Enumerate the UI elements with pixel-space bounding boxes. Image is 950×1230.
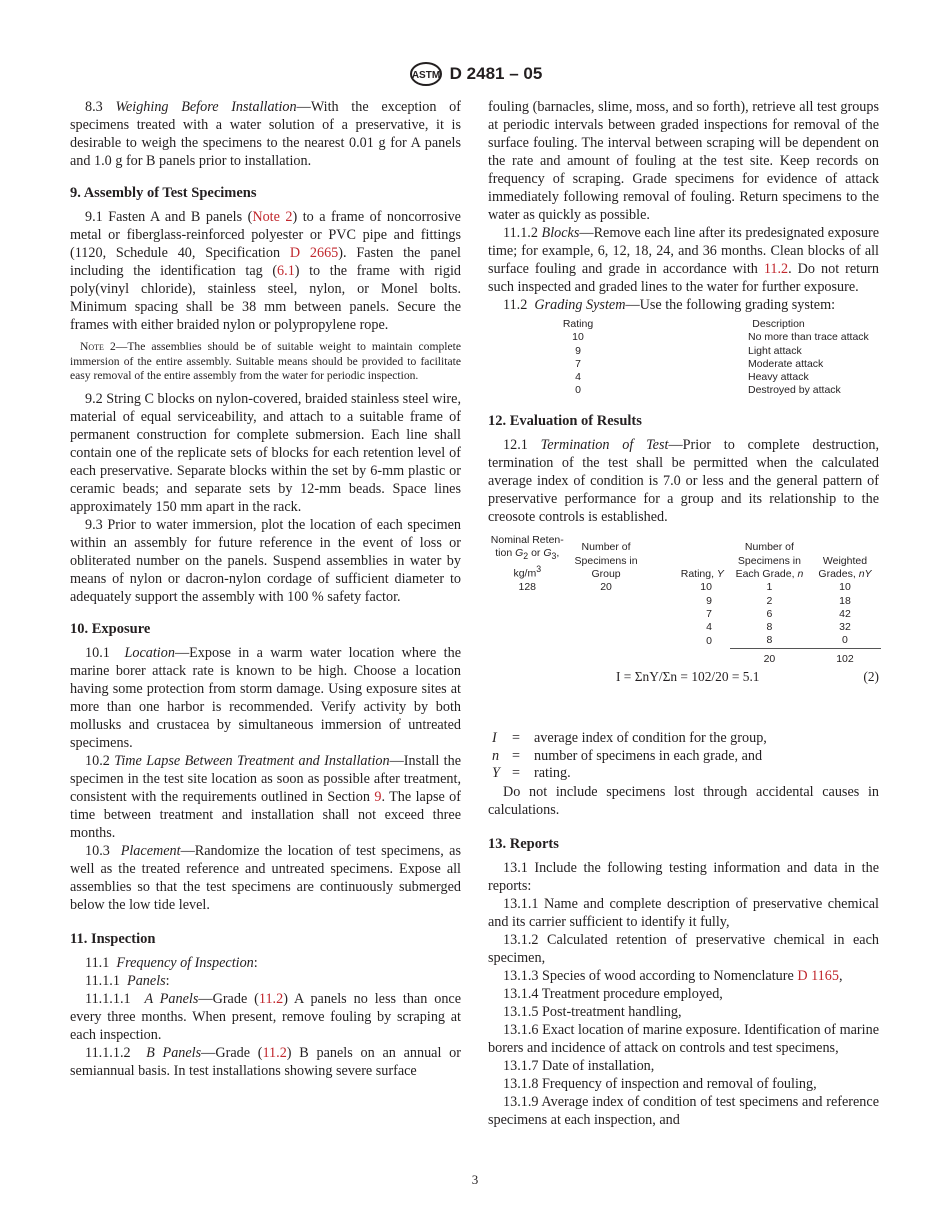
link-11-2[interactable]: 11.2 <box>258 990 284 1007</box>
paragraph-13-1-8: 13.1.8 Frequency of inspection and removal of fouling, <box>503 1075 817 1092</box>
grading-system-table <box>488 318 879 398</box>
definition-row: I = average index of condition for the group, <box>492 730 767 747</box>
paragraph-10-3: 10.3 Placement—Randomize the location of test specimens, as well as the treated reference and untreated specimens. Expose all assemblies so that the test specimens are continuously submerged below the low tide level. <box>70 842 461 913</box>
table-row: 7 Moderate attack <box>575 357 824 370</box>
paragraph-10-2: 10.2 Time Lapse Between Treatment and Installation—Install the specimen in the test site location as soon as possible after treatment, consistent with the requirements outlined in Section 9. The lapse of time between treatment and installation shall not exceed three months. <box>70 752 462 841</box>
paragraph-13-1-6: 13.1.6 Exact location of marine exposure. Identification of marine borers and incidence of attack on controls and test specimens, <box>488 1021 879 1056</box>
paragraph-13-1-3: 13.1.3 Species of wood according to Nomenclature D 1165, <box>503 967 843 984</box>
note-2: Note 2—The assemblies should be of suitable weight to maintain complete immersion of the entire assembly. Suitable means should be provided to facilitate easy removal of the entire assembly from the water for periodic inspection. <box>70 340 461 382</box>
equation-body: I = ΣnY/Σn = 102/20 = 5.1 <box>616 669 760 685</box>
left-column <box>70 98 461 1080</box>
table-row: 7 6 42 <box>706 607 851 620</box>
paragraph-8-3: 8.3 Weighing Before Installation—With the exception of specimens treated with a water solution of a preservative, it is desirable to weigh the specimens to the nearest 0.01 g for A panels and 1.0 g for B panels prior to installation. <box>70 99 461 169</box>
page-header <box>0 61 950 89</box>
paragraph-12-1: 12.1 Termination of Test—Prior to complete destruction, termination of the test shall be permitted when the calculated average index of condition is 7.0 or less and the general pattern of preservative performance for a group and its relationship to the creosote controls is established. <box>488 436 880 525</box>
paragraph-11-1-1-2-continued: fouling (barnacles, slime, moss, and so forth), retrieve all test groups at periodic intervals between graded inspections for removal of the surface fouling. The interval between scraping will be dependent on the rate and amount of fouling at the test site. Keep records on frequency of scraping. Grade specimens for evidence of attack immediately following removal of fouling. Return specimens to the water as quickly as possible. <box>488 99 879 223</box>
column-header-specimens-per-grade: Number of Specimens in Each Grade, n <box>735 541 804 580</box>
table-row: 0 8 0 <box>706 634 848 647</box>
paragraph-13-1: 13.1 Include the following testing information and data in the reports: <box>488 859 879 894</box>
column-header-rating-y: Rating, Y <box>680 567 724 580</box>
equation-number: (2) <box>863 669 879 685</box>
link-note-2[interactable]: Note 2 <box>252 209 293 225</box>
paragraph-11-1-1: 11.1.1 Panels: <box>85 972 170 989</box>
paragraph-9-1: 9.1 Fasten A and B panels (Note 2) to a frame of noncorrosive metal or fiberglass-reinforced polyester or PVC pipe and fittings (1120, Schedule 40, Specification D 2665). Fasten the panel including the identification tag (6.1) to the frame with rigid poly(vinyl chloride), stainless steel, nylon, or Monel bolts. Minimum spacing shall be 38 mm between panels. Secure the frames with either braided nylon or polypropylene rope. <box>70 209 461 333</box>
column-header-weighted-grades: Weighted Grades, nY <box>818 554 872 580</box>
link-d2665[interactable]: D 2665 <box>289 245 339 261</box>
paragraph-9-2: 9.2 String C blocks on nylon-covered, braided stainless steel wire, material of equal serviceability, and attach to a suitable frame of permanent construction for complete submersion. Each line shall contain one of the replicate sets of blocks for each retention level of each preservative. Separate blocks within the set by 6-mm plastic or ceramic beads; and separate sets by 12-mm beads. Space lines approximately 150 mm apart in the rack. <box>70 390 461 515</box>
paragraph-11-1: 11.1 Frequency of Inspection: <box>85 954 258 971</box>
variable-definitions <box>488 730 879 783</box>
paragraph-13-1-9: 13.1.9 Average index of condition of test specimens and reference specimens at each inspection, and <box>488 1093 879 1128</box>
definition-row: Y = rating. <box>492 765 571 782</box>
table-row: 9 Light attack <box>575 344 802 357</box>
column-header-group-count: Number of Specimens in Group <box>574 541 638 580</box>
column-header-nominal-retention: Nominal Reten- tion $G_2$ or $G_3$, $kg/m^3$ <box>490 533 564 580</box>
section-heading-10: 10. Exposure <box>70 620 151 637</box>
paragraph-13-1-7: 13.1.7 Date of installation, <box>503 1057 655 1074</box>
link-6-1[interactable]: 6.1 <box>277 263 295 279</box>
link-11-2[interactable]: 11.2 <box>763 261 789 277</box>
definition-row: n = number of specimens in each grade, and <box>492 747 763 764</box>
paragraph-11-1-2: 11.1.2 Blocks—Remove each line after its predesignated exposure time; for example, 6, 12, 18, 24, and 36 months. Clean blocks of all surface fouling and grade in accordance with 11.2. Do not return such inspected and graded lines to the water for further exposure. <box>488 225 880 295</box>
right-column <box>488 98 879 1129</box>
link-d1165[interactable]: D 1165 <box>797 967 839 984</box>
section-heading-9: 9. Assembly of Test Specimens <box>70 185 257 201</box>
svg-text:ASTM: ASTM <box>411 70 440 81</box>
table-row: 10 No more than trace attack <box>572 331 869 344</box>
table-row: 0 Destroyed by attack <box>575 384 841 397</box>
link-11-2[interactable]: 11.2 <box>262 1044 287 1061</box>
paragraph-13-1-5: 13.1.5 Post-treatment handling, <box>503 1003 682 1020</box>
paragraph-11-1-1-2: 11.1.1.2 B Panels—Grade (11.2) B panels on an annual or semiannual basis. In test installations showing severe surface <box>70 1044 461 1079</box>
table-row: 4 8 32 <box>706 621 851 634</box>
paragraph-11-1-1-1: 11.1.1.1 A Panels—Grade (11.2) A panels no less than once every three months. When present, remove fouling by scraping at each inspection. <box>70 990 462 1043</box>
table-row: 4 Heavy attack <box>575 371 809 384</box>
section-heading-11: 11. Inspection <box>70 930 156 947</box>
equation-2 <box>488 668 879 686</box>
paragraph-10-1: 10.1 Location—Expose in a warm water location where the marine borer attack rate is known to be high. Choose a location having some protection from storm damage. Using exposure sites at more than one harbor is recommended. Verify activity by both mollusks and crustacea by simultaneous immersion of untreated specimens. <box>70 644 461 751</box>
paragraph-9-3: 9.3 Prior to water immersion, plot the location of each specimen within an assembly for future reference in the event of loss or obliterated number on the panels. Suspend assemblies in water by means of nylon or dacron-nylon cordage of sufficient diameter to adequately support the assembly with 100 % safety factor. <box>70 516 461 605</box>
page-number: 3 <box>471 1172 479 1187</box>
astm-logo-icon <box>408 61 444 87</box>
column-header-description: Description <box>752 318 805 330</box>
document-designation: D 2481 – 05 <box>449 64 543 83</box>
section-heading-13: 13. Reports <box>488 835 559 852</box>
column-header-rating: Rating <box>562 318 594 330</box>
table-row: 9 2 18 <box>706 594 851 607</box>
link-section-9[interactable]: 9 <box>374 788 382 805</box>
paragraph-11-2: 11.2 Grading System—Use the following grading system: <box>503 297 836 313</box>
paragraph-13-1-2: 13.1.2 Calculated retention of preservative chemical in each specimen, <box>488 931 879 966</box>
paragraph-13-1-4: 13.1.4 Treatment procedure employed, <box>503 985 723 1002</box>
table-totals-row: 20 102 <box>763 652 854 665</box>
exclusion-paragraph: Do not include specimens lost through accidental causes in calculations. <box>488 783 879 818</box>
section-heading-12: 12. Evaluation of Results <box>488 412 642 429</box>
table-row: 128 20 10 1 10 <box>518 581 851 594</box>
paragraph-13-1-1: 13.1.1 Name and complete description of preservative chemical and its carrier sufficient to identify it fully, <box>488 895 879 930</box>
evaluation-example-table <box>488 534 881 666</box>
